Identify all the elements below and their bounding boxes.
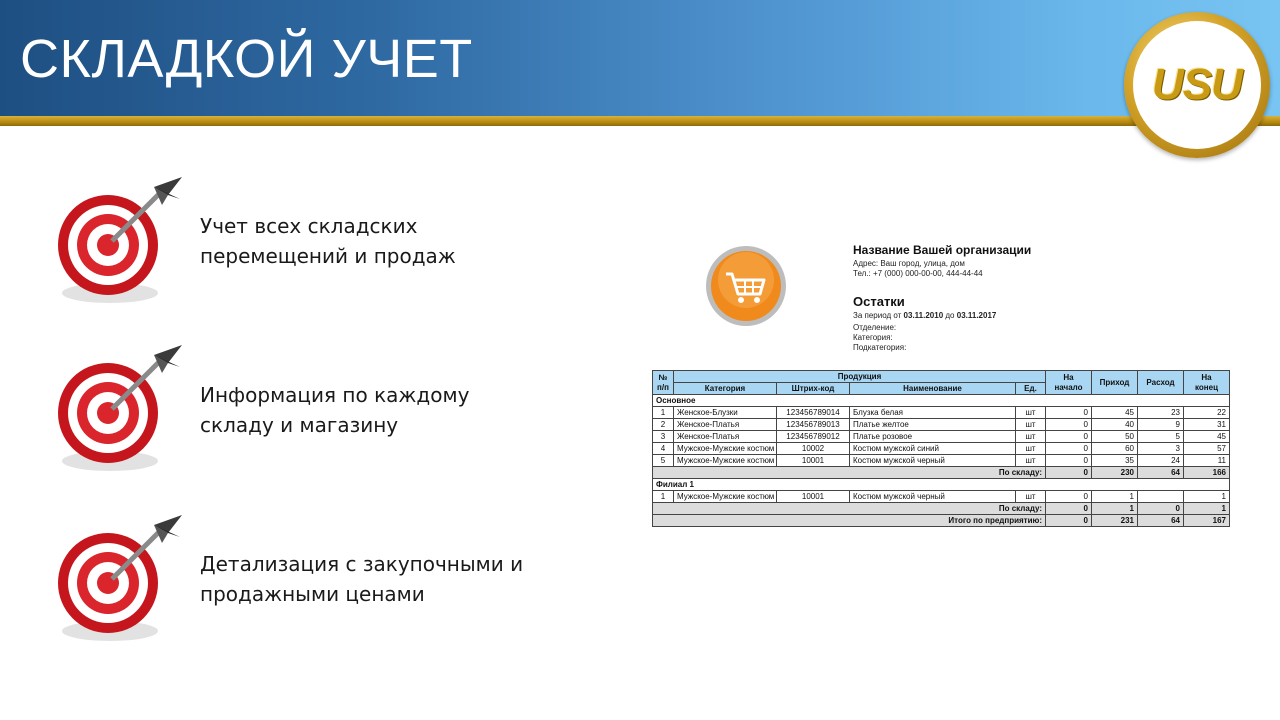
col-name: Наименование [850, 383, 1016, 395]
cell-n: 3 [653, 431, 674, 443]
cell-income: 60 [1092, 443, 1138, 455]
cell-start: 0 [1046, 443, 1092, 455]
bullet-text-2 [200, 380, 580, 440]
cell-unit: шт [1016, 491, 1046, 503]
cell-end: 1 [1184, 491, 1230, 503]
col-expense: Расход [1138, 371, 1184, 395]
bullet-text-1 [200, 211, 580, 271]
table-row [653, 491, 1230, 503]
subtotal-label: По складу: [653, 503, 1046, 515]
col-category: Категория [674, 383, 777, 395]
page-title: СКЛАДКОЙ УЧЕТ [20, 29, 473, 89]
period-mid: до [945, 311, 955, 320]
subtotal-row [653, 467, 1230, 479]
filter-subcategory: Подкатегория: [853, 343, 907, 352]
cell-n: 2 [653, 419, 674, 431]
cell-barcode: 10001 [777, 491, 850, 503]
col-unit: Ед. [1016, 383, 1046, 395]
target-dart-icon [50, 503, 200, 653]
table-row [653, 419, 1230, 431]
cell-end: 57 [1184, 443, 1230, 455]
cell-expense: 23 [1138, 407, 1184, 419]
bullet-line: складу и магазину [200, 413, 399, 437]
filter-category: Категория: [853, 333, 893, 342]
bullet-line: Учет всех складских [200, 214, 418, 238]
subtotal-income: 1 [1092, 503, 1138, 515]
period-prefix: За период от [853, 311, 902, 320]
total-end: 167 [1184, 515, 1230, 527]
cell-expense [1138, 491, 1184, 503]
subtotal-end: 1 [1184, 503, 1230, 515]
subtotal-expense: 0 [1138, 503, 1184, 515]
subtotal-row [653, 503, 1230, 515]
cell-n: 1 [653, 491, 674, 503]
cell-income: 40 [1092, 419, 1138, 431]
report-filters [853, 323, 906, 353]
bullet-text-3 [200, 549, 580, 609]
period-from: 03.11.2010 [903, 311, 944, 320]
cell-end: 31 [1184, 419, 1230, 431]
cell-n: 4 [653, 443, 674, 455]
cell-barcode: 10001 [777, 455, 850, 467]
cell-start: 0 [1046, 419, 1092, 431]
cell-name: Костюм мужской черный [850, 491, 1016, 503]
col-products: Продукция [674, 371, 1046, 383]
col-start: На начало [1046, 371, 1092, 395]
period-to: 03.11.2017 [956, 311, 997, 320]
total-expense: 64 [1138, 515, 1184, 527]
cell-income: 35 [1092, 455, 1138, 467]
cell-barcode: 123456789012 [777, 431, 850, 443]
cell-start: 0 [1046, 455, 1092, 467]
cell-expense: 3 [1138, 443, 1184, 455]
cell-end: 22 [1184, 407, 1230, 419]
cell-barcode: 10002 [777, 443, 850, 455]
cell-n: 5 [653, 455, 674, 467]
cell-income: 50 [1092, 431, 1138, 443]
org-contacts [853, 259, 983, 279]
subtotal-expense: 64 [1138, 467, 1184, 479]
bullet-line: Детализация с закупочными и [200, 552, 524, 576]
subtotal-start: 0 [1046, 467, 1092, 479]
group-row [653, 479, 1230, 491]
table-row [653, 455, 1230, 467]
col-income: Приход [1092, 371, 1138, 395]
subtotal-income: 230 [1092, 467, 1138, 479]
report-period [853, 311, 996, 320]
subtotal-end: 166 [1184, 467, 1230, 479]
org-phone: Тел.: +7 (000) 000-00-00, 444-44-44 [853, 269, 983, 278]
stock-table [652, 370, 1230, 527]
col-end: На конец [1184, 371, 1230, 395]
cell-category: Мужское-Мужские костюм [674, 443, 777, 455]
cell-start: 0 [1046, 407, 1092, 419]
subtotal-start: 0 [1046, 503, 1092, 515]
cell-barcode: 123456789013 [777, 419, 850, 431]
target-dart-icon [50, 165, 200, 315]
target-dart-icon [50, 333, 200, 483]
bullet-line: Информация по каждому [200, 383, 470, 407]
org-address: Адрес: Ваш город, улица, дом [853, 259, 965, 268]
cell-category: Мужское-Мужские костюм [674, 455, 777, 467]
cell-unit: шт [1016, 419, 1046, 431]
logo-inner [1133, 21, 1261, 149]
cell-name: Блузка белая [850, 407, 1016, 419]
cell-name: Костюм мужской черный [850, 455, 1016, 467]
cell-unit: шт [1016, 455, 1046, 467]
cell-start: 0 [1046, 431, 1092, 443]
cell-category: Женское-Блузки [674, 407, 777, 419]
table-row [653, 407, 1230, 419]
cell-income: 1 [1092, 491, 1138, 503]
total-income: 231 [1092, 515, 1138, 527]
cell-expense: 9 [1138, 419, 1184, 431]
col-barcode: Штрих-код [777, 383, 850, 395]
total-row [653, 515, 1230, 527]
total-label: Итого по предприятию: [653, 515, 1046, 527]
stock-table-body [653, 395, 1230, 527]
cell-unit: шт [1016, 431, 1046, 443]
group-name: Основное [653, 395, 1230, 407]
bullet-line: продажными ценами [200, 582, 425, 606]
table-row [653, 431, 1230, 443]
report-title: Остатки [853, 294, 905, 309]
group-row [653, 395, 1230, 407]
cell-barcode: 123456789014 [777, 407, 850, 419]
bullet-line: перемещений и продаж [200, 244, 456, 268]
filter-department: Отделение: [853, 323, 897, 332]
cell-income: 45 [1092, 407, 1138, 419]
cell-category: Женское-Платья [674, 419, 777, 431]
org-name: Название Вашей организации [853, 243, 1032, 257]
cell-name: Костюм мужской синий [850, 443, 1016, 455]
subtotal-label: По складу: [653, 467, 1046, 479]
cell-end: 45 [1184, 431, 1230, 443]
cell-unit: шт [1016, 443, 1046, 455]
group-name: Филиал 1 [653, 479, 1230, 491]
col-num: № п/п [653, 371, 674, 395]
usu-logo [1124, 12, 1270, 158]
cell-category: Женское-Платья [674, 431, 777, 443]
cell-name: Платье розовое [850, 431, 1016, 443]
logo-text: USU [1152, 60, 1242, 109]
cell-n: 1 [653, 407, 674, 419]
table-row [653, 443, 1230, 455]
cell-start: 0 [1046, 491, 1092, 503]
cell-unit: шт [1016, 407, 1046, 419]
shopping-cart-icon [700, 240, 792, 332]
cell-category: Мужское-Мужские костюм [674, 491, 777, 503]
cell-expense: 5 [1138, 431, 1184, 443]
cell-name: Платье желтое [850, 419, 1016, 431]
cell-end: 11 [1184, 455, 1230, 467]
total-start: 0 [1046, 515, 1092, 527]
header-stripe [0, 116, 1280, 126]
cell-expense: 24 [1138, 455, 1184, 467]
